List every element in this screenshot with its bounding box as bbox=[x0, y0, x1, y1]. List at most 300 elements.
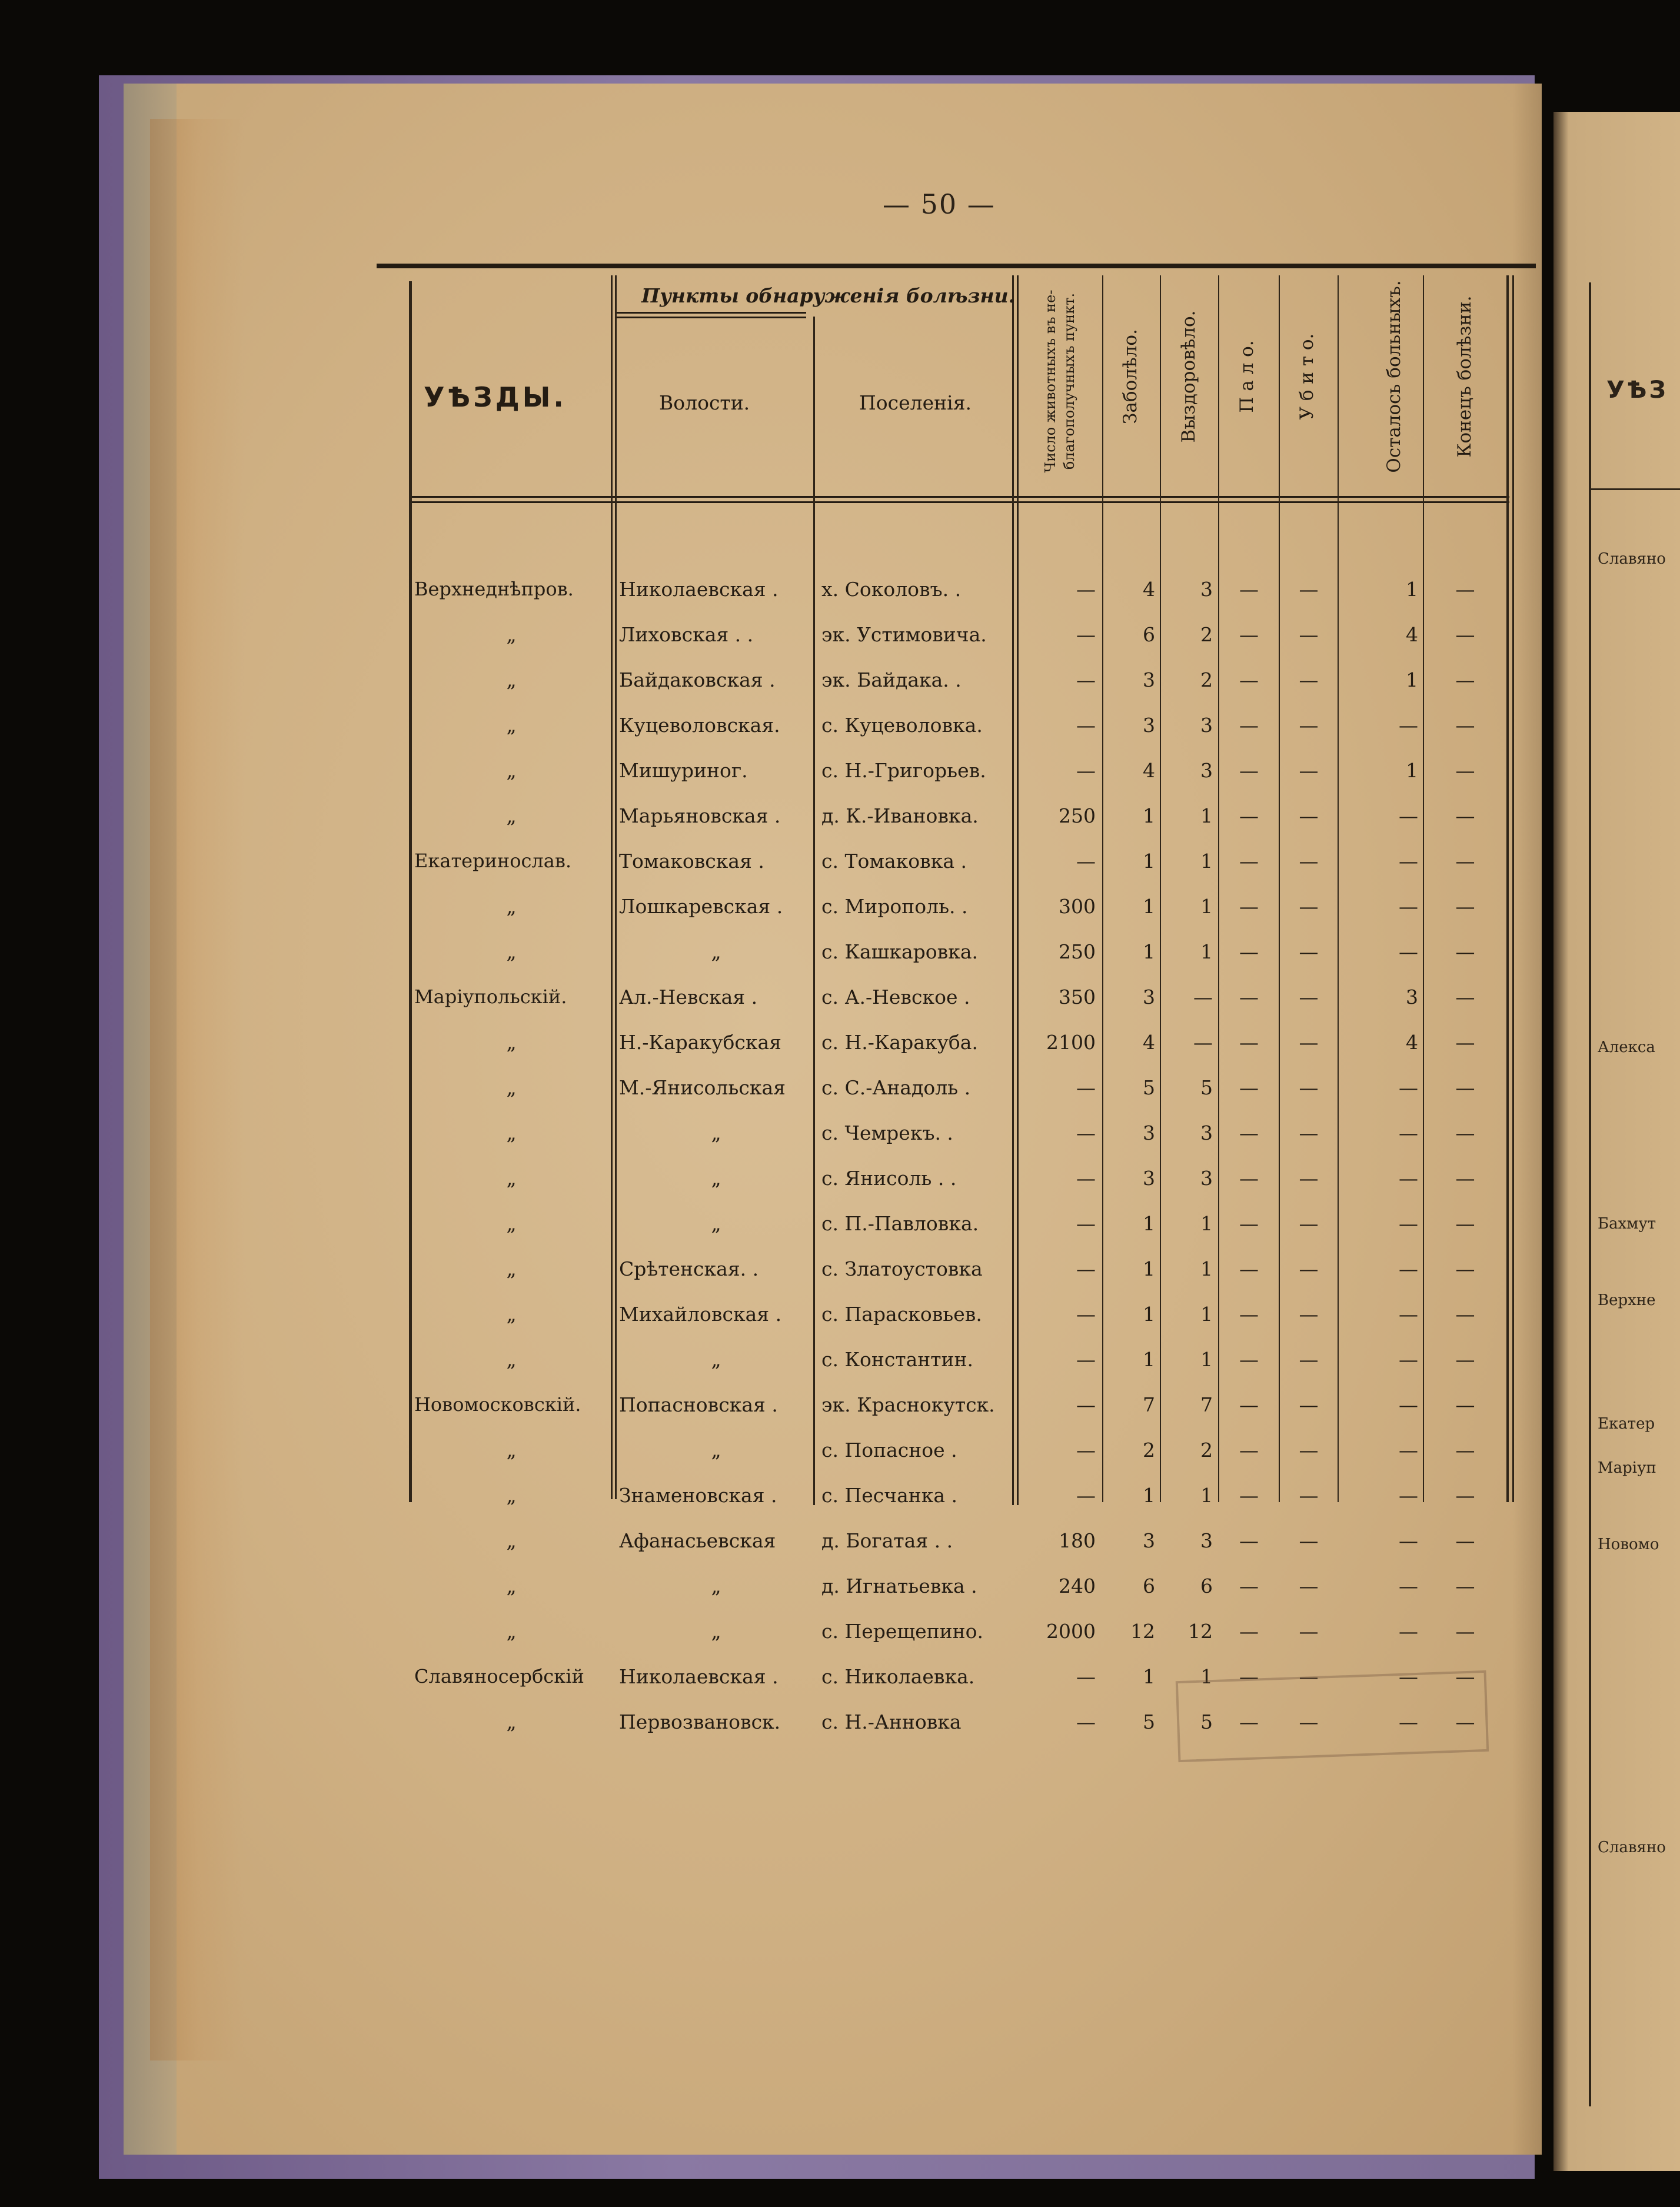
cell-zabolelo: 3 bbox=[1143, 668, 1155, 691]
cell-uezd: „ bbox=[506, 1348, 517, 1371]
cell-uezd: „ bbox=[506, 1167, 517, 1190]
cell-chislo: — bbox=[1076, 578, 1096, 601]
cell-konets: — bbox=[1455, 1393, 1475, 1416]
cell-vyzdorovelo: 1 bbox=[1200, 1484, 1213, 1507]
cell-ostalos: 4 bbox=[1406, 1031, 1418, 1054]
cell-ostalos: — bbox=[1399, 1212, 1418, 1235]
table-row bbox=[377, 1622, 1536, 1667]
cell-volost: Лошкаревская . bbox=[619, 895, 783, 918]
cell-ubito: — bbox=[1299, 1031, 1319, 1054]
cell-konets: — bbox=[1455, 1167, 1475, 1190]
cell-konets: — bbox=[1455, 1031, 1475, 1054]
header-zabolelo: Заболѣло. bbox=[1120, 329, 1141, 424]
cell-vyzdorovelo: 3 bbox=[1200, 759, 1213, 782]
cell-zabolelo: 1 bbox=[1143, 1257, 1155, 1280]
cell-palo: — bbox=[1239, 1348, 1259, 1371]
next-page-fragment bbox=[1553, 112, 1680, 2171]
table-row bbox=[377, 1486, 1536, 1531]
cell-palo: — bbox=[1239, 1439, 1259, 1462]
cell-ubito: — bbox=[1299, 895, 1319, 918]
cell-vyzdorovelo: 2 bbox=[1200, 668, 1213, 691]
cell-ostalos: — bbox=[1399, 850, 1418, 873]
table-row bbox=[377, 1531, 1536, 1576]
cell-poselenie: с. Янисоль . . bbox=[821, 1167, 957, 1190]
cell-ubito: — bbox=[1299, 668, 1319, 691]
table-row bbox=[377, 1123, 1536, 1169]
cell-zabolelo: 3 bbox=[1143, 1529, 1155, 1552]
cell-poselenie: с. Н.-Григорьев. bbox=[821, 759, 986, 782]
cell-palo: — bbox=[1239, 986, 1259, 1008]
cell-konets: — bbox=[1455, 1212, 1475, 1235]
cell-vyzdorovelo: 3 bbox=[1200, 714, 1213, 737]
cell-konets: — bbox=[1455, 1665, 1475, 1688]
cell-palo: — bbox=[1239, 1393, 1259, 1416]
cell-ostalos: — bbox=[1399, 1484, 1418, 1507]
cell-zabolelo: 1 bbox=[1143, 940, 1155, 963]
cell-palo: — bbox=[1239, 1167, 1259, 1190]
cell-vyzdorovelo: 1 bbox=[1200, 850, 1213, 873]
cell-poselenie: д. Богатая . . bbox=[821, 1529, 953, 1552]
cell-chislo: 250 bbox=[1059, 804, 1096, 827]
cell-poselenie: с. Константин. bbox=[821, 1348, 974, 1371]
table-row bbox=[377, 806, 1536, 851]
cell-ostalos: — bbox=[1399, 1348, 1418, 1371]
cell-palo: — bbox=[1239, 940, 1259, 963]
next-page-label: Маріуп bbox=[1598, 1459, 1656, 1477]
cell-ostalos: — bbox=[1399, 940, 1418, 963]
cell-konets: — bbox=[1455, 1439, 1475, 1462]
header-chislo-1: Число животныхъ въ не- bbox=[1042, 289, 1059, 473]
cell-konets: — bbox=[1455, 895, 1475, 918]
cell-palo: — bbox=[1239, 1076, 1259, 1099]
cell-poselenie: с. Парасковьев. bbox=[821, 1303, 982, 1326]
cell-poselenie: х. Соколовъ. . bbox=[821, 578, 962, 601]
header-punkty: Пункты обнаруженія болѣзни. bbox=[641, 284, 1016, 307]
cell-konets: — bbox=[1455, 986, 1475, 1008]
cell-ubito: — bbox=[1299, 1212, 1319, 1235]
cell-uezd: „ bbox=[506, 1076, 517, 1099]
cell-zabolelo: 6 bbox=[1143, 1574, 1155, 1597]
cell-ubito: — bbox=[1299, 1620, 1319, 1643]
cell-poselenie: с. П.-Павловка. bbox=[821, 1212, 979, 1235]
cell-uezd: „ bbox=[506, 1574, 517, 1597]
cell-konets: — bbox=[1455, 668, 1475, 691]
cell-vyzdorovelo: 12 bbox=[1188, 1620, 1213, 1643]
next-page-label: Славяно bbox=[1598, 550, 1666, 568]
cell-konets: — bbox=[1455, 1710, 1475, 1733]
cell-poselenie: эк. Устимовича. bbox=[821, 623, 987, 646]
cell-poselenie: с. Н.-Анновка bbox=[821, 1710, 962, 1733]
cell-ubito: — bbox=[1299, 1484, 1319, 1507]
cell-palo: — bbox=[1239, 1529, 1259, 1552]
cell-palo: — bbox=[1239, 1710, 1259, 1733]
cell-palo: — bbox=[1239, 578, 1259, 601]
cell-zabolelo: 1 bbox=[1143, 1665, 1155, 1688]
cell-uezd: Славяносербскій bbox=[414, 1665, 584, 1687]
cell-ostalos: — bbox=[1399, 1076, 1418, 1099]
cell-konets: — bbox=[1455, 850, 1475, 873]
cell-ubito: — bbox=[1299, 1393, 1319, 1416]
cell-ubito: — bbox=[1299, 940, 1319, 963]
header-rule bbox=[409, 501, 1509, 503]
next-page-table-border bbox=[1589, 282, 1591, 2106]
cell-volost: Афанасьевская bbox=[619, 1529, 776, 1552]
cell-palo: — bbox=[1239, 1212, 1259, 1235]
cell-chislo: — bbox=[1076, 1439, 1096, 1462]
cell-ostalos: — bbox=[1399, 1167, 1418, 1190]
cell-volost: Срѣтенская. . bbox=[619, 1257, 759, 1280]
cell-chislo: — bbox=[1076, 1257, 1096, 1280]
cell-volost: Николаевская . bbox=[619, 578, 779, 601]
cell-chislo: — bbox=[1076, 1665, 1096, 1688]
cell-volost: Попасновская . bbox=[619, 1393, 778, 1416]
cell-vyzdorovelo: 5 bbox=[1200, 1710, 1213, 1733]
cell-vyzdorovelo: 3 bbox=[1200, 578, 1213, 601]
cell-ubito: — bbox=[1299, 1574, 1319, 1597]
cell-ostalos: — bbox=[1399, 895, 1418, 918]
cell-uezd: Верхнеднѣпров. bbox=[414, 578, 574, 600]
table-row bbox=[377, 897, 1536, 942]
cell-chislo: — bbox=[1076, 623, 1096, 646]
cell-poselenie: с. С.-Анадоль . bbox=[821, 1076, 971, 1099]
cell-chislo: 350 bbox=[1059, 986, 1096, 1008]
cell-poselenie: с. А.-Невское . bbox=[821, 986, 970, 1008]
header-ostalos: Осталось больныхъ. bbox=[1383, 280, 1405, 473]
cell-vyzdorovelo: 5 bbox=[1200, 1076, 1213, 1099]
cell-poselenie: с. Мирополь. . bbox=[821, 895, 968, 918]
cell-ostalos: 1 bbox=[1406, 668, 1418, 691]
cell-chislo: — bbox=[1076, 1076, 1096, 1099]
cell-uezd: „ bbox=[506, 1529, 517, 1552]
cell-poselenie: с. Томаковка . bbox=[821, 850, 967, 873]
cell-palo: — bbox=[1239, 623, 1259, 646]
cell-uezd: „ bbox=[506, 1439, 517, 1462]
cell-poselenie: с. Н.-Каракуба. bbox=[821, 1031, 978, 1054]
cell-ostalos: — bbox=[1399, 1574, 1418, 1597]
cell-uezd: „ bbox=[506, 1710, 517, 1733]
cell-ubito: — bbox=[1299, 1121, 1319, 1144]
cell-ostalos: — bbox=[1399, 1665, 1418, 1688]
cell-chislo: — bbox=[1076, 714, 1096, 737]
cell-uezd: „ bbox=[506, 1620, 517, 1643]
cell-ostalos: — bbox=[1399, 804, 1418, 827]
cell-volost: „ bbox=[711, 1439, 721, 1462]
cell-ostalos: — bbox=[1399, 1393, 1418, 1416]
cell-ostalos: — bbox=[1399, 714, 1418, 737]
table-row bbox=[377, 625, 1536, 670]
cell-palo: — bbox=[1239, 850, 1259, 873]
cell-volost: Михайловская . bbox=[619, 1303, 782, 1326]
cell-chislo: — bbox=[1076, 1393, 1096, 1416]
cell-zabolelo: 7 bbox=[1143, 1393, 1155, 1416]
cell-poselenie: д. К.-Ивановка. bbox=[821, 804, 979, 827]
cell-chislo: — bbox=[1076, 759, 1096, 782]
cell-ostalos: — bbox=[1399, 1710, 1418, 1733]
cell-ubito: — bbox=[1299, 986, 1319, 1008]
cell-volost: М.-Янисольская bbox=[619, 1076, 786, 1099]
cell-zabolelo: 1 bbox=[1143, 1303, 1155, 1326]
cell-zabolelo: 4 bbox=[1143, 759, 1155, 782]
cell-poselenie: эк. Краснокутск. bbox=[821, 1393, 995, 1416]
cell-chislo: — bbox=[1076, 1303, 1096, 1326]
cell-chislo: — bbox=[1076, 1167, 1096, 1190]
cell-volost: Николаевская . bbox=[619, 1665, 779, 1688]
cell-vyzdorovelo: 1 bbox=[1200, 895, 1213, 918]
table-row bbox=[377, 1576, 1536, 1622]
cell-zabolelo: 3 bbox=[1143, 714, 1155, 737]
cell-ubito: — bbox=[1299, 578, 1319, 601]
cell-zabolelo: 4 bbox=[1143, 578, 1155, 601]
cell-palo: — bbox=[1239, 1665, 1259, 1688]
header-volosti: Волости. bbox=[659, 391, 750, 414]
cell-ostalos: — bbox=[1399, 1620, 1418, 1643]
cell-konets: — bbox=[1455, 714, 1475, 737]
cell-konets: — bbox=[1455, 578, 1475, 601]
cell-poselenie: с. Кашкаровка. bbox=[821, 940, 979, 963]
cell-uezd: „ bbox=[506, 759, 517, 782]
cell-vyzdorovelo: 3 bbox=[1200, 1167, 1213, 1190]
cell-chislo: — bbox=[1076, 1212, 1096, 1235]
cell-ostalos: — bbox=[1399, 1529, 1418, 1552]
cell-uezd: „ bbox=[506, 895, 517, 918]
cell-volost: Томаковская . bbox=[619, 850, 764, 873]
table-row bbox=[377, 1259, 1536, 1304]
cell-uezd: Екатеринослав. bbox=[414, 850, 571, 872]
cell-chislo: — bbox=[1076, 850, 1096, 873]
cell-ostalos: 4 bbox=[1406, 623, 1418, 646]
cell-konets: — bbox=[1455, 1574, 1475, 1597]
header-konets: Конецъ болѣзни. bbox=[1454, 295, 1475, 458]
cell-konets: — bbox=[1455, 1303, 1475, 1326]
cell-vyzdorovelo: 6 bbox=[1200, 1574, 1213, 1597]
cell-chislo: 2100 bbox=[1046, 1031, 1096, 1054]
cell-zabolelo: 1 bbox=[1143, 1348, 1155, 1371]
cell-chislo: 240 bbox=[1059, 1574, 1096, 1597]
cell-volost: Н.-Каракубская bbox=[619, 1031, 781, 1054]
cell-konets: — bbox=[1455, 1620, 1475, 1643]
next-page-label: Новомо bbox=[1598, 1536, 1659, 1553]
cell-volost: Марьяновская . bbox=[619, 804, 781, 827]
cell-volost: Лиховская . . bbox=[619, 623, 754, 646]
cell-vyzdorovelo: — bbox=[1193, 1031, 1213, 1054]
cell-volost: „ bbox=[711, 1167, 721, 1190]
cell-ubito: — bbox=[1299, 1076, 1319, 1099]
cell-palo: — bbox=[1239, 759, 1259, 782]
subheader-rule bbox=[615, 312, 806, 314]
cell-poselenie: д. Игнатьевка . bbox=[821, 1574, 977, 1597]
cell-konets: — bbox=[1455, 1348, 1475, 1371]
cell-palo: — bbox=[1239, 1484, 1259, 1507]
cell-poselenie: с. Чемрекъ. . bbox=[821, 1121, 953, 1144]
cell-poselenie: с. Николаевка. bbox=[821, 1665, 975, 1688]
next-page-label: Алекса bbox=[1598, 1038, 1655, 1056]
cell-ostalos: 1 bbox=[1406, 759, 1418, 782]
cell-zabolelo: 1 bbox=[1143, 850, 1155, 873]
cell-uezd: „ bbox=[506, 940, 517, 963]
cell-volost: „ bbox=[711, 1348, 721, 1371]
table-row bbox=[377, 942, 1536, 987]
next-page-header: УѢЗ bbox=[1606, 377, 1668, 404]
next-page-label: Бахмут bbox=[1598, 1215, 1656, 1233]
cell-ostalos: 1 bbox=[1406, 578, 1418, 601]
cell-uezd: „ bbox=[506, 1303, 517, 1326]
table-row bbox=[377, 1350, 1536, 1395]
next-page-label: Верхне bbox=[1598, 1291, 1656, 1309]
cell-palo: — bbox=[1239, 1257, 1259, 1280]
cell-chislo: 180 bbox=[1059, 1529, 1096, 1552]
cell-palo: — bbox=[1239, 1303, 1259, 1326]
cell-vyzdorovelo: 1 bbox=[1200, 1665, 1213, 1688]
cell-vyzdorovelo: 1 bbox=[1200, 804, 1213, 827]
cell-ubito: — bbox=[1299, 1257, 1319, 1280]
cell-uezd: „ bbox=[506, 1031, 517, 1054]
cell-vyzdorovelo: — bbox=[1193, 986, 1213, 1008]
cell-ostalos: — bbox=[1399, 1303, 1418, 1326]
cell-zabolelo: 2 bbox=[1143, 1439, 1155, 1462]
cell-chislo: — bbox=[1076, 1484, 1096, 1507]
table-row bbox=[377, 1033, 1536, 1078]
cell-ubito: — bbox=[1299, 1348, 1319, 1371]
cell-uezd: „ bbox=[506, 623, 517, 646]
cell-ubito: — bbox=[1299, 804, 1319, 827]
cell-ubito: — bbox=[1299, 1529, 1319, 1552]
cell-palo: — bbox=[1239, 804, 1259, 827]
cell-uezd: Новомосковскій. bbox=[414, 1393, 581, 1416]
cell-ubito: — bbox=[1299, 1303, 1319, 1326]
table-row bbox=[377, 1214, 1536, 1259]
cell-vyzdorovelo: 1 bbox=[1200, 1257, 1213, 1280]
cell-volost: Мишуриног. bbox=[619, 759, 748, 782]
cell-vyzdorovelo: 2 bbox=[1200, 1439, 1213, 1462]
cell-volost: „ bbox=[711, 1121, 721, 1144]
table-row bbox=[377, 851, 1536, 897]
subheader-rule bbox=[615, 317, 806, 318]
page-stain bbox=[150, 119, 244, 2060]
table-row bbox=[377, 1440, 1536, 1486]
cell-uezd: „ bbox=[506, 1212, 517, 1235]
cell-chislo: 250 bbox=[1059, 940, 1096, 963]
next-page-label: Екатер bbox=[1598, 1415, 1655, 1433]
cell-poselenie: с. Куцеволовка. bbox=[821, 714, 983, 737]
cell-vyzdorovelo: 3 bbox=[1200, 1121, 1213, 1144]
header-poseleniya: Поселенія. bbox=[859, 391, 972, 414]
header-vyzdorovelo: Выздоровѣло. bbox=[1178, 310, 1199, 443]
cell-poselenie: с. Перещепино. bbox=[821, 1620, 983, 1643]
library-stamp bbox=[1176, 1670, 1489, 1762]
cell-chislo: — bbox=[1076, 1121, 1096, 1144]
cell-volost: „ bbox=[711, 1212, 721, 1235]
cell-uezd: „ bbox=[506, 668, 517, 691]
cell-palo: — bbox=[1239, 1620, 1259, 1643]
cell-zabolelo: 3 bbox=[1143, 1121, 1155, 1144]
cell-konets: — bbox=[1455, 804, 1475, 827]
cell-volost: „ bbox=[711, 940, 721, 963]
cell-ubito: — bbox=[1299, 1167, 1319, 1190]
cell-uezd: „ bbox=[506, 804, 517, 827]
cell-palo: — bbox=[1239, 895, 1259, 918]
cell-poselenie: с. Попасное . bbox=[821, 1439, 957, 1462]
cell-volost: „ bbox=[711, 1620, 721, 1643]
cell-konets: — bbox=[1455, 623, 1475, 646]
cell-chislo: 300 bbox=[1059, 895, 1096, 918]
cell-ubito: — bbox=[1299, 1710, 1319, 1733]
cell-vyzdorovelo: 1 bbox=[1200, 1212, 1213, 1235]
cell-ubito: — bbox=[1299, 623, 1319, 646]
cell-konets: — bbox=[1455, 1121, 1475, 1144]
cell-chislo: — bbox=[1076, 1710, 1096, 1733]
table-row bbox=[377, 987, 1536, 1033]
header-uezdy: УѢЗДЫ. bbox=[424, 381, 567, 413]
cell-poselenie: эк. Байдака. . bbox=[821, 668, 962, 691]
statistics-table bbox=[377, 264, 1536, 1733]
header-rule bbox=[409, 496, 1509, 498]
cell-ubito: — bbox=[1299, 714, 1319, 737]
cell-zabolelo: 12 bbox=[1130, 1620, 1155, 1643]
page-number: — 50 — bbox=[883, 188, 996, 220]
cell-vyzdorovelo: 3 bbox=[1200, 1529, 1213, 1552]
cell-ubito: — bbox=[1299, 1439, 1319, 1462]
cell-ubito: — bbox=[1299, 759, 1319, 782]
table-row bbox=[377, 761, 1536, 806]
cell-zabolelo: 5 bbox=[1143, 1076, 1155, 1099]
cell-volost: Ал.-Невская . bbox=[619, 986, 758, 1008]
cell-palo: — bbox=[1239, 714, 1259, 737]
cell-zabolelo: 1 bbox=[1143, 1212, 1155, 1235]
cell-vyzdorovelo: 2 bbox=[1200, 623, 1213, 646]
cell-vyzdorovelo: 1 bbox=[1200, 1303, 1213, 1326]
cell-ostalos: 3 bbox=[1406, 986, 1418, 1008]
table-top-rule bbox=[377, 264, 1536, 268]
cell-uezd: Маріупольскій. bbox=[414, 986, 567, 1008]
cell-uezd: „ bbox=[506, 714, 517, 737]
cell-chislo: — bbox=[1076, 1348, 1096, 1371]
cell-palo: — bbox=[1239, 668, 1259, 691]
cell-poselenie: с. Песчанка . bbox=[821, 1484, 958, 1507]
cell-vyzdorovelo: 7 bbox=[1200, 1393, 1213, 1416]
cell-ostalos: — bbox=[1399, 1439, 1418, 1462]
cell-vyzdorovelo: 1 bbox=[1200, 940, 1213, 963]
cell-volost: Знаменовская . bbox=[619, 1484, 777, 1507]
cell-zabolelo: 1 bbox=[1143, 804, 1155, 827]
header-palo: П а л о. bbox=[1236, 340, 1257, 413]
cell-volost: Байдаковская . bbox=[619, 668, 776, 691]
cell-zabolelo: 3 bbox=[1143, 986, 1155, 1008]
cell-zabolelo: 1 bbox=[1143, 895, 1155, 918]
cell-palo: — bbox=[1239, 1121, 1259, 1144]
table-row bbox=[377, 1304, 1536, 1350]
cell-volost: „ bbox=[711, 1574, 721, 1597]
cell-zabolelo: 1 bbox=[1143, 1484, 1155, 1507]
cell-chislo: — bbox=[1076, 668, 1096, 691]
cell-konets: — bbox=[1455, 1076, 1475, 1099]
header-ubito: У б и т о. bbox=[1296, 333, 1318, 420]
cell-konets: — bbox=[1455, 1484, 1475, 1507]
cell-poselenie: с. Златоустовка bbox=[821, 1257, 983, 1280]
cell-ostalos: — bbox=[1399, 1121, 1418, 1144]
cell-zabolelo: 6 bbox=[1143, 623, 1155, 646]
cell-konets: — bbox=[1455, 1529, 1475, 1552]
cell-konets: — bbox=[1455, 759, 1475, 782]
table-row bbox=[377, 1078, 1536, 1123]
cell-chislo: 2000 bbox=[1046, 1620, 1096, 1643]
cell-konets: — bbox=[1455, 1257, 1475, 1280]
table-row bbox=[377, 1169, 1536, 1214]
cell-zabolelo: 5 bbox=[1143, 1710, 1155, 1733]
cell-ostalos: — bbox=[1399, 1257, 1418, 1280]
cell-uezd: „ bbox=[506, 1484, 517, 1507]
cell-palo: — bbox=[1239, 1031, 1259, 1054]
cell-volost: Куцеволовская. bbox=[619, 714, 780, 737]
